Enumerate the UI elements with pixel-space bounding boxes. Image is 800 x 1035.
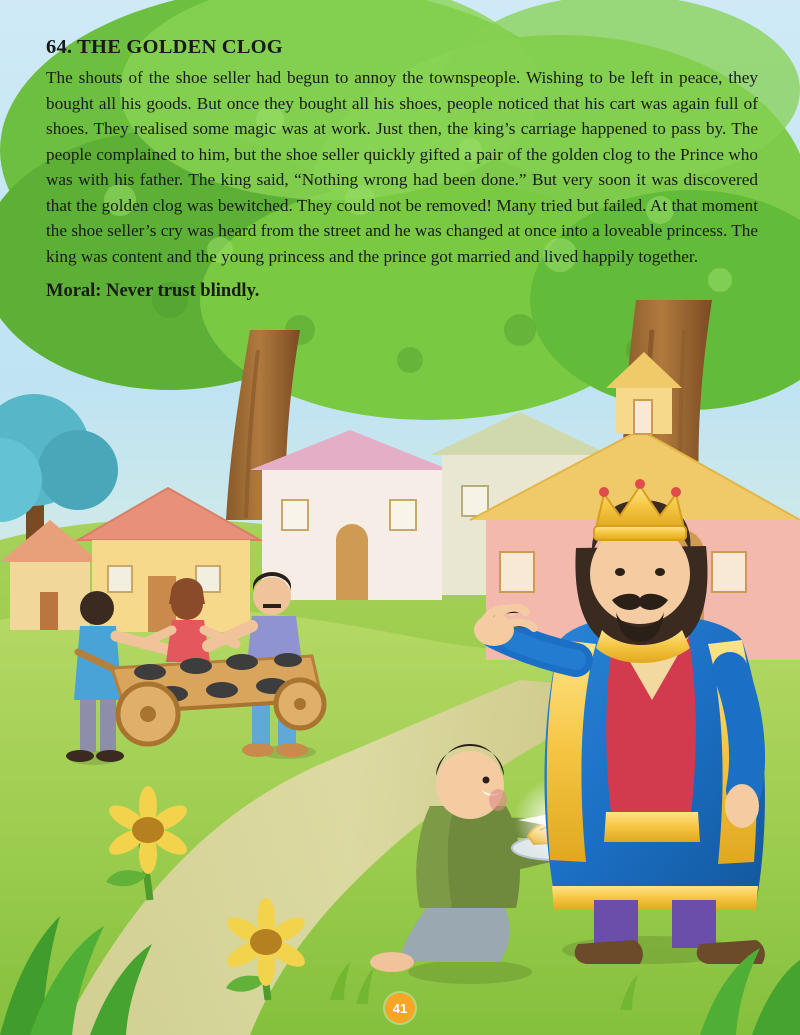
story-text-block <box>46 36 758 302</box>
page-number-badge: 41 <box>385 993 415 1023</box>
story-moral: Moral: Never trust blindly. <box>46 281 260 301</box>
story-body-text: The shouts of the shoe seller had begun to annoy the townspeople. Wishing to be left in peace, they bought all his goods. But once they bought all his shoes, people noticed that his cart was again full of shoes. They realised some magic was at work. Just then, the king’s carriage happened to pass by. The people complained to him, but the shoe seller quickly gifted a pair of the golden clog to the Prince who was with his father. The king said, “Nothing wrong had been done.” But very soon it was discovered that the golden clog was bewitched. They could not be removed! Many tried but failed. At that moment the shoe seller’s cry was heard from the street and he was changed at once into a loveable princess. The king was content and the young princess and the prince got married and lived happily together. <box>46 68 758 266</box>
page-title: 64. THE GOLDEN CLOG <box>46 36 283 58</box>
